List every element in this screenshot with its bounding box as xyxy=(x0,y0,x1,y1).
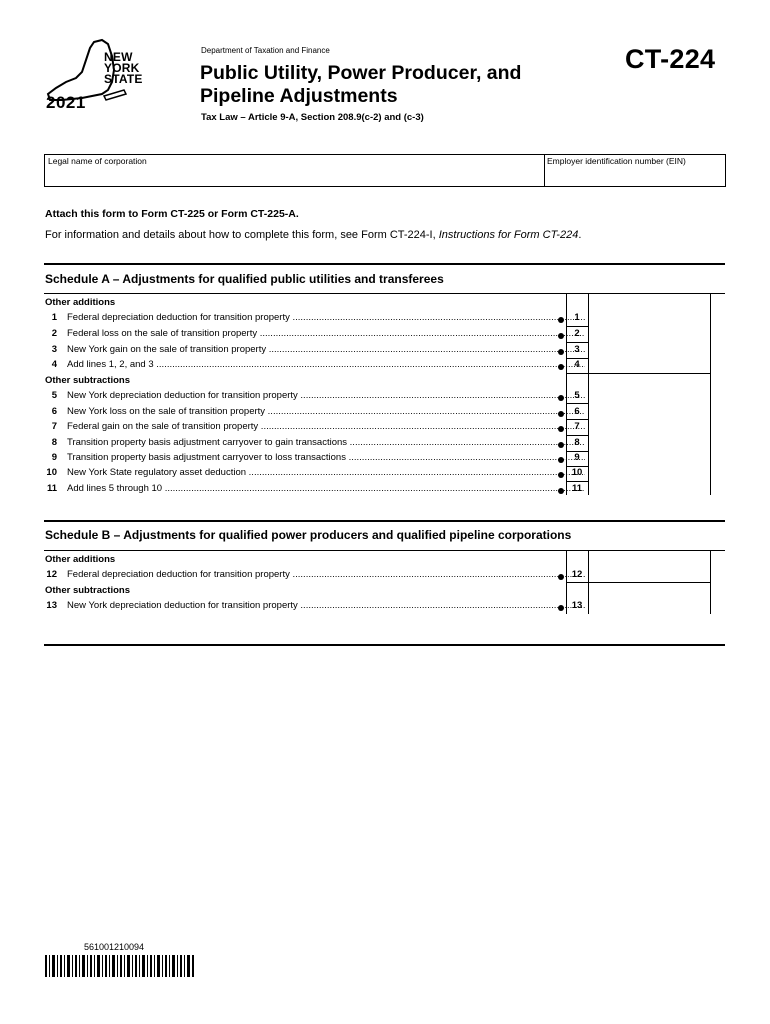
line-4 xyxy=(44,359,725,375)
schedule-b-rule xyxy=(44,520,725,522)
line-3 xyxy=(44,344,725,360)
line-number: 11 xyxy=(46,483,57,494)
line-description: Federal depreciation deduction for transition property ..... xyxy=(67,569,585,580)
bullet-icon xyxy=(558,411,564,417)
box-number: 13 xyxy=(571,600,583,611)
tax-year: 2021 xyxy=(46,93,86,112)
line-description: New York State regulatory asset deduction ..... xyxy=(67,467,585,478)
line-description: Federal loss on the sale of transition property ..... xyxy=(67,328,585,339)
line-12 xyxy=(44,569,725,585)
line-description: Transition property basis adjustment carryover to gain transactions ..... xyxy=(67,437,585,448)
line-13 xyxy=(44,600,725,616)
line-description: Transition property basis adjustment carryover to loss transactions ..... xyxy=(67,452,585,463)
line-7 xyxy=(44,421,725,437)
line-number: 9 xyxy=(51,452,57,463)
barcode-number: 561001210094 xyxy=(84,942,145,952)
box-number: 7 xyxy=(574,421,580,432)
line-number: 5 xyxy=(51,390,57,401)
other-subtractions-label: Other subtractions xyxy=(45,585,130,596)
box-number: 12 xyxy=(571,569,583,580)
line-description: Federal depreciation deduction for transition property ..... xyxy=(67,312,585,323)
line-description: New York depreciation deduction for transition property ..... xyxy=(67,600,585,611)
line-6 xyxy=(44,406,725,422)
bullet-icon xyxy=(558,426,564,432)
line-1 xyxy=(44,312,725,328)
bullet-icon xyxy=(558,333,564,339)
box-number: 5 xyxy=(574,390,580,401)
line-2 xyxy=(44,328,725,344)
box-number: 10 xyxy=(571,467,583,478)
line-9 xyxy=(44,452,725,468)
line-number: 8 xyxy=(51,437,57,448)
other-additions-label: Other additions xyxy=(45,554,116,565)
line-description: New York gain on the sale of transition property ..... xyxy=(67,344,585,355)
line-number: 6 xyxy=(51,406,57,417)
form-number: CT-224 xyxy=(625,44,716,74)
line-10 xyxy=(44,467,725,483)
tax-law-reference: Tax Law – Article 9-A, Section 208.9(c-2) and (c-3) xyxy=(201,112,424,123)
ein-field[interactable]: Employer identification number (EIN) xyxy=(547,156,686,166)
line-description: Federal gain on the sale of transition property ..... xyxy=(67,421,585,432)
box-number: 6 xyxy=(574,406,580,417)
line-number: 12 xyxy=(46,569,57,580)
line-number: 2 xyxy=(51,328,57,339)
form-title: Public Utility, Power Producer, and Pipeline Adjustments xyxy=(200,62,522,107)
info-instruction: For information and details about how to complete this form, see Form CT-224-I, Instructions for Form CT-224. xyxy=(45,229,582,241)
line-description: New York depreciation deduction for transition property ..... xyxy=(67,390,585,401)
logo-wordmark: NEW YORK STATE xyxy=(104,50,143,86)
box-number: 2 xyxy=(574,328,580,339)
line-5 xyxy=(44,390,725,406)
schedule-a-rule xyxy=(44,263,725,265)
bullet-icon xyxy=(558,574,564,580)
bullet-icon xyxy=(558,472,564,478)
line-number: 7 xyxy=(51,421,57,432)
line-number: 4 xyxy=(51,359,57,370)
schedule-a-title: Schedule A – Adjustments for qualified public utilities and transferees xyxy=(45,272,444,286)
other-additions-label: Other additions xyxy=(45,297,116,308)
line-number: 10 xyxy=(46,467,57,478)
bullet-icon xyxy=(558,395,564,401)
box-number: 3 xyxy=(574,344,580,355)
box-number: 9 xyxy=(574,452,580,463)
line-description: Add lines 5 through 10 ..... xyxy=(67,483,585,494)
department-name: Department of Taxation and Finance xyxy=(201,46,330,55)
line-number: 3 xyxy=(51,344,57,355)
line-description: Add lines 1, 2, and 3 ..... xyxy=(67,359,585,370)
box-number: 8 xyxy=(574,437,580,448)
other-subtractions-label: Other subtractions xyxy=(45,375,130,386)
bullet-icon xyxy=(558,349,564,355)
line-11 xyxy=(44,483,725,499)
schedule-b-title: Schedule B – Adjustments for qualified power producers and qualified pipeline corporations xyxy=(45,528,572,542)
bullet-icon xyxy=(558,317,564,323)
schedule-b-end-rule xyxy=(44,644,725,646)
line-number: 1 xyxy=(51,312,57,323)
line-description: New York loss on the sale of transition property ..... xyxy=(67,406,585,417)
box-number: 1 xyxy=(574,312,580,323)
box-number: 4 xyxy=(574,359,580,370)
box-number: 11 xyxy=(571,483,583,494)
legal-name-field[interactable]: Legal name of corporation xyxy=(48,156,147,166)
barcode-icon xyxy=(45,955,195,977)
bullet-icon xyxy=(558,457,564,463)
bullet-icon xyxy=(558,605,564,611)
bullet-icon xyxy=(558,488,564,494)
bullet-icon xyxy=(558,442,564,448)
barcode xyxy=(45,955,195,977)
nys-logo xyxy=(42,38,162,118)
attach-instruction: Attach this form to Form CT-225 or Form CT-225-A. xyxy=(45,208,299,220)
line-8 xyxy=(44,437,725,453)
bullet-icon xyxy=(558,364,564,370)
field-divider xyxy=(544,155,545,186)
line-number: 13 xyxy=(46,600,57,611)
